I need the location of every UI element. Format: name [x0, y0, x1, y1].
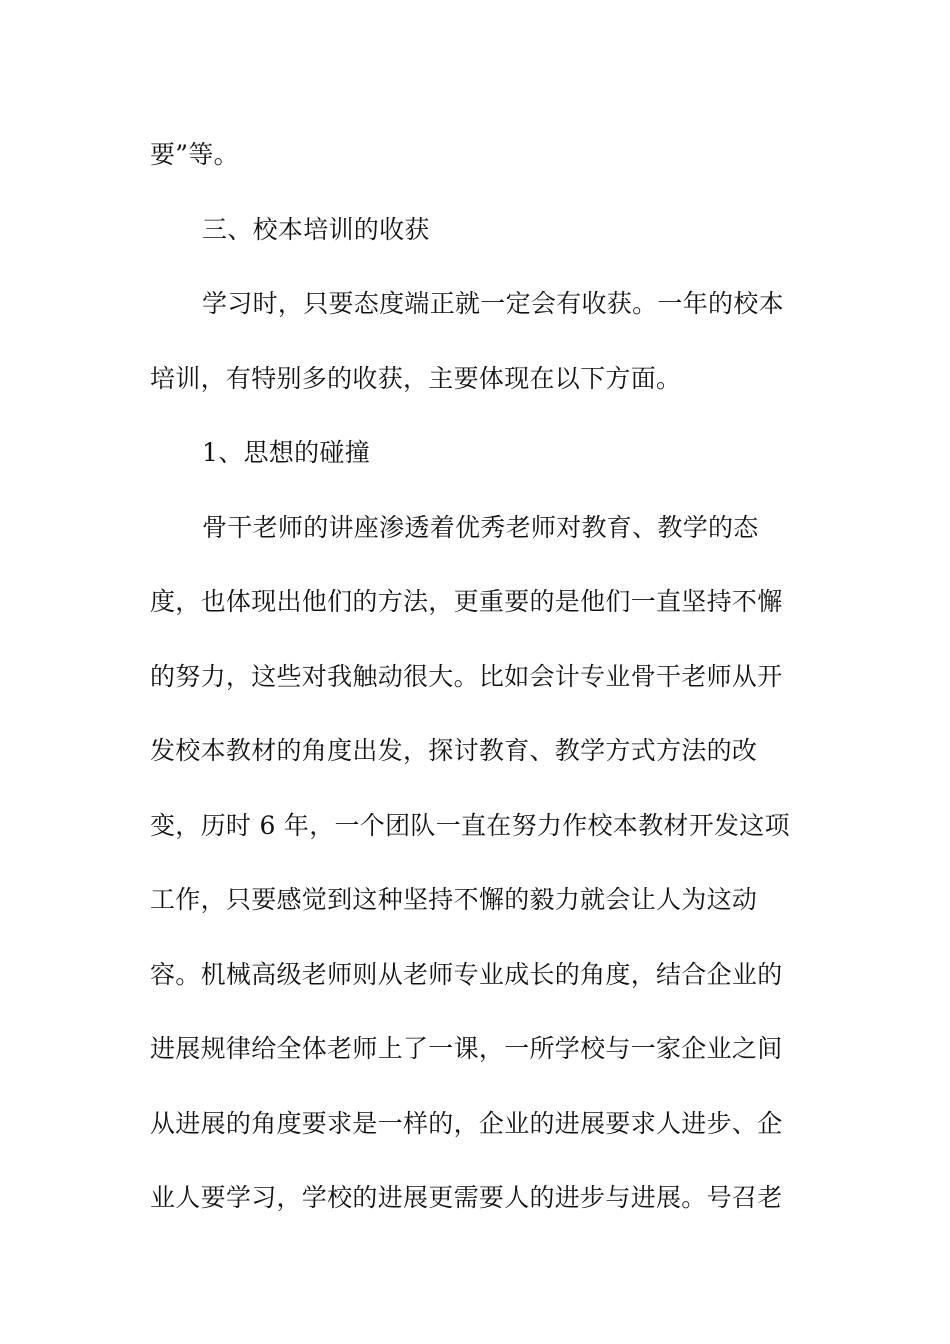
paragraph-line: 从进展的角度要求是一样的，企业的进展要求人进步、企 [150, 1108, 783, 1138]
paragraph-line: 学习时，只要态度端正就一定会有收获。一年的校本 [202, 289, 784, 318]
paragraph-line: 培训，有特别多的收获，主要体现在以下方面。 [150, 363, 682, 393]
paragraph-line: 业人要学习，学校的进展更需要人的进步与进展。号召老 [150, 1183, 783, 1212]
paragraph-line: 骨干老师的讲座渗透着优秀老师对教育、教学的态 [202, 512, 759, 542]
paragraph-line: 容。机械高级老师则从老师专业成长的角度，结合企业的 [150, 959, 783, 989]
text-line-continuation: 要”等。 [150, 140, 239, 169]
subheading-thought-collision: 1、思想的碰撞 [202, 438, 371, 467]
paragraph-line: 变，历时 6 年，一个团队一直在努力作校本教材开发这项 [150, 810, 790, 840]
paragraph-line: 工作，只要感觉到这种坚持不懈的毅力就会让人为这动 [150, 885, 758, 914]
body-text [150, 118, 800, 1236]
section-heading-gains: 三、校本培训的收获 [202, 214, 430, 244]
paragraph-line: 发校本教材的角度出发，探讨教育、教学方式方法的改 [150, 736, 758, 765]
paragraph-line: 度，也体现出他们的方法，更重要的是他们一直坚持不懈 [150, 587, 783, 616]
paragraph-line: 的努力，这些对我触动很大。比如会计专业骨干老师从开 [150, 661, 783, 691]
paragraph-line: 进展规律给全体老师上了一课，一所学校与一家企业之间 [150, 1034, 783, 1063]
